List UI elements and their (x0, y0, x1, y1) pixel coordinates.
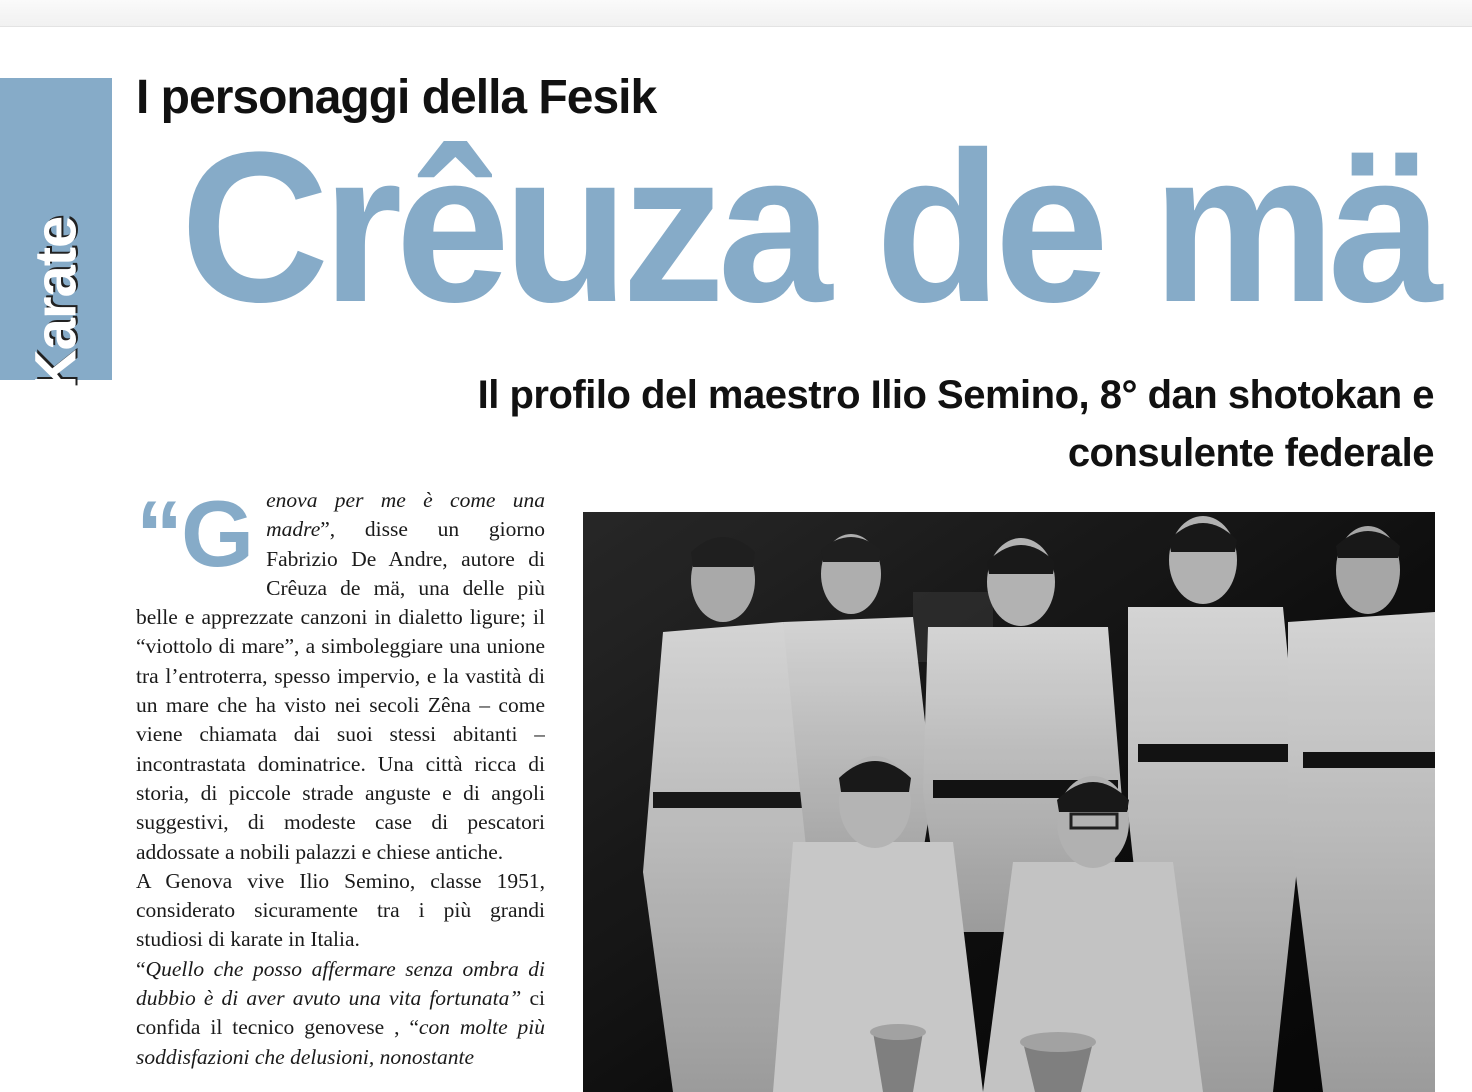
open-quote: “ (136, 956, 146, 981)
team-photo-illustration (583, 512, 1435, 1092)
section-tab-label: Karate (23, 216, 89, 392)
viewer-top-bar (0, 0, 1472, 27)
paragraph-text: ci confida il tecnico genovese , “ (136, 986, 545, 1040)
drop-cap (136, 486, 253, 586)
quote-text: con molte più soddisfazioni che delusioni, nonostante (136, 1015, 545, 1069)
article-paragraph-1 (136, 486, 545, 867)
article-paragraph-2: A Genova vive Ilio Semino, classe 1951, considerato sicuramente tra i più grandi studiosi di karate in Italia. (136, 868, 545, 952)
quote-text: Quello che posso affermare senza ombra di dubbio è di aver avuto una vita fortunata” (136, 956, 545, 1011)
kicker: I personaggi della Fesik (136, 71, 657, 124)
drop-cap-letter: G (181, 486, 253, 586)
paragraph-text: ”, disse un giorno Fabrizio De Andre, autore di Crêuza de mä, una delle più belle e apprezzate canzoni in dialetto ligure; il “viottolo di mare”, a simboleggiare una unione tra l’entroterra, spesso impervio, e la vastità di un mare che ha visto nei secoli Zêna – come viene chiamata dai suoi stessi abitanti – incontrastata dominatrice. Una città ricca di storia, di piccole strade anguste e di angoli suggestivi, di modeste case di pescatori addossate a nobili palazzi e chiese antiche. (136, 517, 545, 864)
section-tab (0, 78, 112, 392)
article-paragraph-3 (136, 955, 545, 1072)
subhead: Il profilo del maestro Ilio Semino, 8° dan shotokan e consulente federale (477, 373, 1434, 475)
headline: Crêuza de mä (180, 107, 1436, 347)
team-photo (583, 512, 1435, 1092)
quote-text: enova per me è come una madre (266, 488, 545, 542)
article-body (136, 486, 545, 1078)
drop-cap-quote: “ (136, 486, 181, 586)
